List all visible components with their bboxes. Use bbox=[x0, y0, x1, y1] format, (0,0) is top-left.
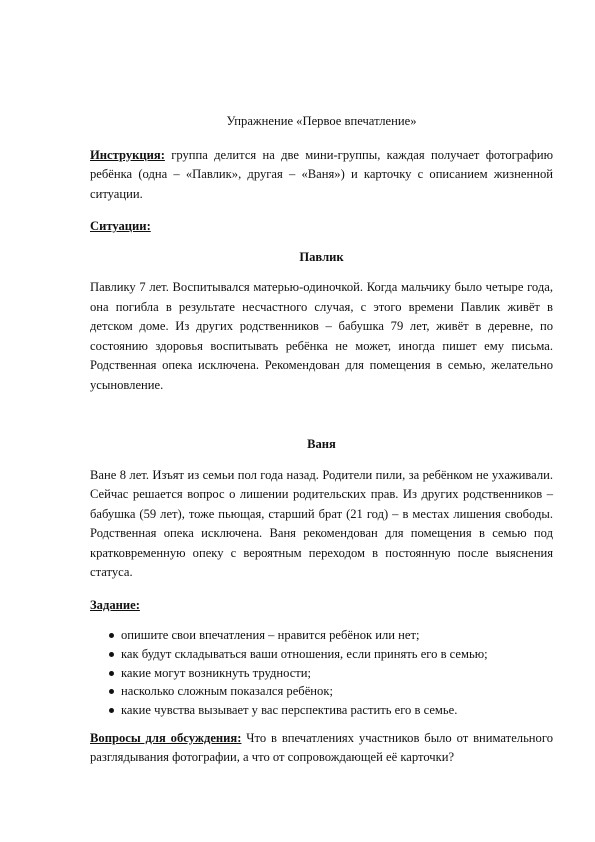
task-item-text: насколько сложным показался ребёнок; bbox=[121, 684, 333, 699]
task-item bbox=[109, 626, 553, 645]
situations-label: Ситуации: bbox=[90, 219, 151, 233]
task-item-text: как будут складываться ваши отношения, если принять его в семью; bbox=[121, 646, 488, 661]
task-item bbox=[109, 664, 553, 683]
discussion-label: Вопросы для обсуждения: bbox=[90, 730, 242, 745]
task-item bbox=[109, 701, 553, 720]
instruction-label: Инструкция: bbox=[90, 147, 165, 162]
task-item-text: какие могут возникнуть трудности; bbox=[121, 665, 312, 680]
discussion-paragraph bbox=[90, 729, 553, 768]
instruction-paragraph bbox=[90, 146, 553, 205]
document-title: Упражнение «Первое впечатление» bbox=[226, 114, 417, 128]
task-item-text: какие чувства вызывает у вас перспектива растить его в семье. bbox=[121, 703, 458, 718]
task-item bbox=[109, 682, 553, 701]
pavlik-heading: Павлик bbox=[299, 249, 344, 264]
vanya-story: Ване 8 лет. Изъят из семьи пол года назад. Родители пили, за ребёнком не ухаживали. Сейчас решается вопрос о лишении родительских прав. Из других родственников – бабушка (59 лет), тоже пьющая, старший брат (21 год) – в местах лишения свободы. Родственная опека исключена. Ваня рекомендован для помещения в семью под кратковременную опеку с вероятным переходом в постоянную после выяснения статуса. bbox=[90, 467, 553, 579]
bullet-icon bbox=[109, 689, 114, 694]
instruction-text: группа делится на две мини-группы, каждая получает фотографию ребёнка (одна – «Павлик», другая – «Ваня») и карточку с описанием жизненной ситуации. bbox=[90, 147, 553, 201]
task-item-text: опишите свои впечатления – нравится ребёнок или нет; bbox=[121, 628, 420, 642]
pavlik-story: Павлику 7 лет. Воспитывался матерью-одиночкой. Когда мальчику было четыре года, она погибла в результате несчастного случая, с этого времени Павлик живёт в детском доме. Из других родственников – бабушка 79 лет, живёт в деревне, по состоянию здоровья воспитывать ребёнка не может, иногда пишет ему письма. Родственная опека исключена. Рекомендован для помещения в семью, желательно усыновление. bbox=[90, 280, 553, 392]
task-label: Задание: bbox=[90, 597, 140, 612]
task-list bbox=[90, 626, 553, 720]
document-page bbox=[90, 112, 553, 768]
bullet-icon bbox=[109, 633, 114, 638]
bullet-icon bbox=[109, 652, 114, 657]
vanya-heading: Ваня bbox=[307, 437, 336, 451]
bullet-icon bbox=[109, 708, 114, 713]
task-item bbox=[109, 645, 553, 664]
bullet-icon bbox=[109, 671, 114, 676]
discussion-text: Что в впечатлениях участников было от внимательного разглядывания фотографии, а что от сопровождающей её карточки? bbox=[90, 730, 553, 765]
